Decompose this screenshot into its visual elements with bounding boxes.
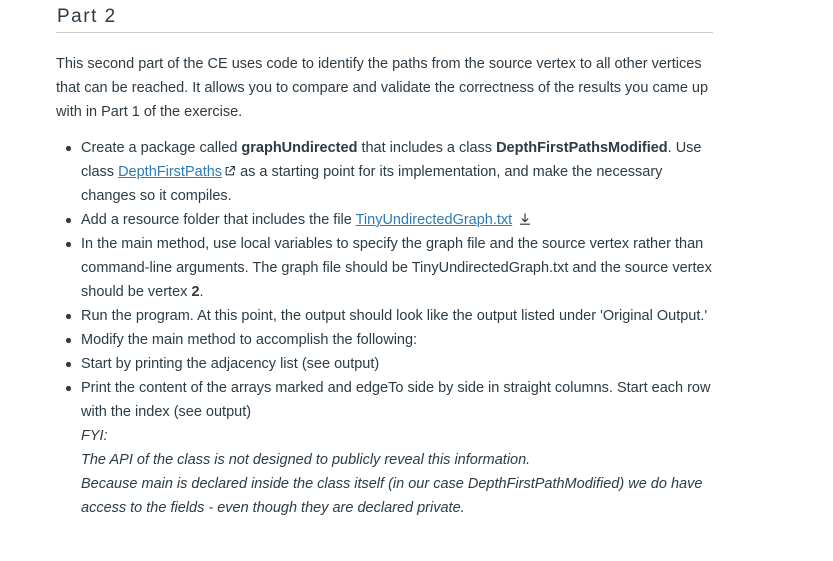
content-body	[56, 52, 721, 520]
bullet-text: Create a package called	[81, 140, 242, 156]
package-name: graphUndirected	[241, 140, 358, 156]
fyi-label: FYI:	[81, 428, 108, 444]
heading-divider	[56, 32, 713, 33]
class-name: DepthFirstPathsModified	[496, 140, 668, 156]
list-item	[81, 208, 721, 232]
list-item	[81, 304, 721, 328]
page-title: Part 2	[57, 6, 117, 27]
bullet-text: Modify the main method to accomplish the following:	[81, 332, 418, 348]
list-item	[81, 136, 721, 208]
bullet-text: as a starting point for its implementation, and make the necessary changes so it compiles.	[81, 164, 663, 204]
bullet-text: Add a resource folder that includes the file	[81, 212, 356, 228]
bullet-text: . Use class	[81, 140, 702, 180]
tinyundirectedgraph-link[interactable]: TinyUndirectedGraph.txt	[355, 212, 513, 228]
external-link-icon[interactable]	[224, 165, 236, 177]
bullet-text: that includes a class	[357, 140, 497, 156]
bullet-text: Run the program. At this point, the output should look like the output listed under 'Original Output.'	[81, 308, 708, 324]
bullet-text: In the main method, use local variables to specify the graph file and the source vertex rather than command-line arguments. The graph file should be TinyUndirectedGraph.txt and the source vertex should be vertex	[81, 236, 712, 300]
list-item	[81, 376, 721, 520]
bullet-text: .	[199, 284, 204, 300]
fyi-note: The API of the class is not designed to publicly reveal this information.	[81, 452, 531, 468]
fyi-note: Because main is declared inside the class itself (in our case DepthFirstPathModified) we do have access to the fields - even though they are declared private.	[81, 476, 703, 516]
download-icon[interactable]	[518, 212, 532, 226]
source-vertex: 2	[191, 284, 200, 300]
bullet-text: Start by printing the adjacency list (see output)	[81, 356, 380, 372]
list-item	[81, 328, 721, 352]
depthfirstpaths-link[interactable]: DepthFirstPaths	[118, 164, 223, 180]
intro-paragraph: This second part of the CE uses code to identify the paths from the source vertex to all other vertices that can be reached. It allows you to compare and validate the correctness of the results you came up with in Part 1 of the exercise.	[56, 56, 709, 120]
list-item	[81, 352, 721, 376]
bullet-text: Print the content of the arrays marked and edgeTo side by side in straight columns. Start each row with the index (see output)	[81, 380, 711, 420]
instruction-list	[56, 136, 721, 520]
list-item	[81, 232, 721, 304]
